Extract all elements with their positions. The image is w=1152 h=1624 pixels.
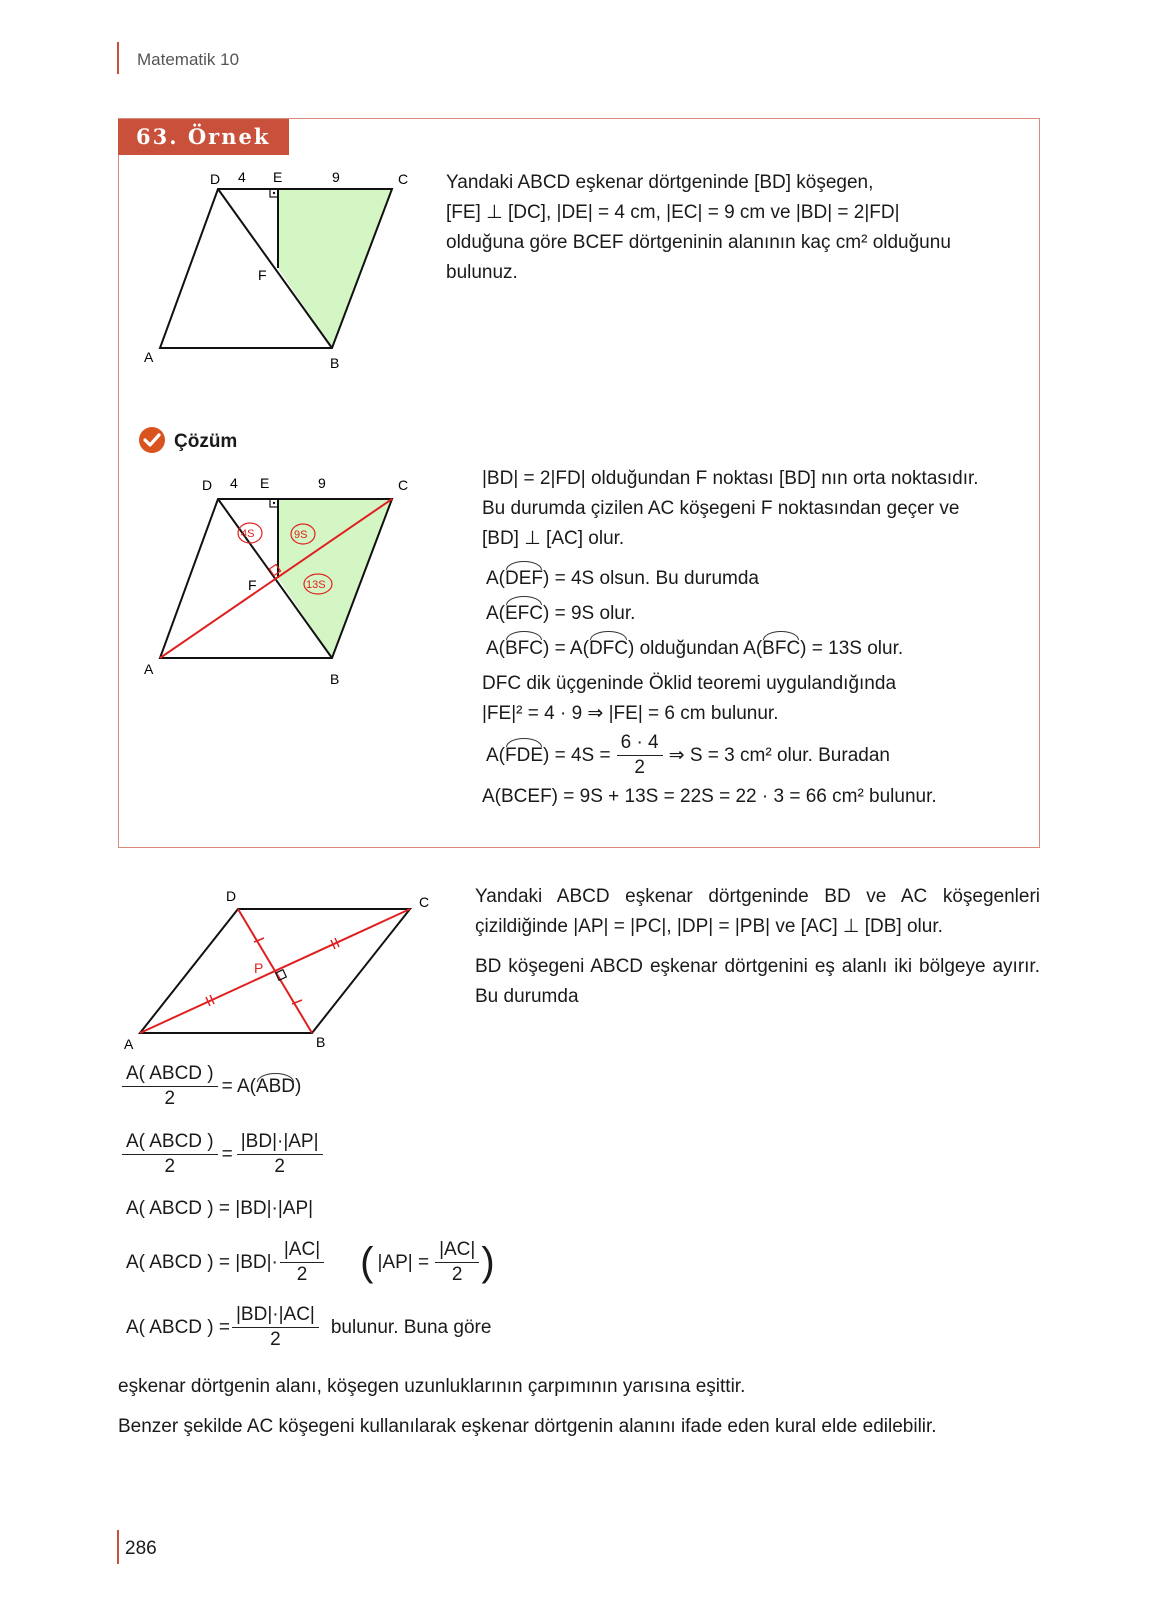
area-fde: A( FDE ) = 4S = $\frac{6 \cdot 4}{2}$ ⇒ S = 3 cm² olur. Buradan — [486, 732, 890, 778]
math-line-2: $\frac{\text{A( ABCD )}}{2}$ = $\frac{|BD|\cdot|AP|}{2}$ — [122, 1130, 323, 1179]
label-d: D — [226, 888, 237, 904]
label-b: B — [316, 1034, 326, 1050]
solution-line: [BD] ⊥ [AC] olur. — [482, 528, 625, 549]
figure-rhombus-diagonals — [120, 885, 435, 1050]
region-label-13s: 13S — [306, 579, 326, 591]
conclusion-line: eşkenar dörtgenin alanı, köşegen uzunluklarının çarpımının yarısına eşittir. — [118, 1376, 746, 1397]
question-text — [446, 168, 1026, 288]
label-de: 4 — [230, 478, 238, 491]
diagonal-bd — [238, 909, 312, 1033]
shaded-region-bcef — [278, 189, 392, 348]
example-tag: 63. Örnek — [118, 119, 289, 155]
shaded-region-bcef — [278, 499, 392, 658]
label-b: B — [330, 671, 340, 687]
label-f: F — [258, 267, 267, 283]
rhombus-paragraph-1: Yandaki ABCD eşkenar dörtgeninde BD ve AC köşegenleri çizildiğinde |AP| = |PC|, |DP| = |PB| ve [AC] ⊥ [DB] olur. — [475, 886, 1040, 937]
label-c: C — [398, 171, 409, 187]
math-line-1: $\frac{\text{A( ABCD )}}{2}$ = A( ABD ) — [122, 1062, 301, 1111]
label-e: E — [260, 478, 270, 491]
label-c: C — [398, 478, 409, 493]
conclusion-line: Benzer şekilde AC köşegeni kullanılarak eşkenar dörtgenin alanını ifade eden kural elde edilebilir. — [118, 1416, 937, 1437]
fraction: $\frac{6 \cdot 4}{2}$ — [617, 731, 663, 780]
solution-label: Çözüm — [174, 431, 238, 452]
label-p: P — [254, 960, 264, 976]
label-e: E — [273, 169, 283, 185]
label-ec: 9 — [332, 169, 340, 185]
label-f: F — [248, 577, 257, 593]
label-d: D — [210, 171, 221, 187]
question-line: bulunuz. — [446, 262, 518, 283]
label-a: A — [124, 1036, 134, 1050]
figure-rhombus-question — [140, 168, 420, 378]
solution-text — [482, 464, 1042, 812]
page-number: 286 — [125, 1538, 157, 1559]
page-number-bar — [117, 1530, 119, 1564]
question-line: Yandaki ABCD eşkenar dörtgeninde [BD] köşegen, — [446, 172, 874, 193]
solution-line: |BD| = 2|FD| olduğundan F noktası [BD] nın orta noktasıdır. — [482, 468, 979, 489]
question-line: [FE] ⊥ [DC], |DE| = 4 cm, |EC| = 9 cm ve |BD| = 2|FD| — [446, 202, 900, 223]
label-a: A — [144, 349, 154, 365]
rhombus-paragraph-2: BD köşegeni ABCD eşkenar dörtgenini eş alanlı iki bölgeye ayırır. Bu durumda — [475, 956, 1040, 1007]
solution-result: A(BCEF) = 9S + 13S = 22S = 22 · 3 = 66 cm² bulunur. — [482, 786, 937, 807]
math-line-4: A( ABCD ) = |BD|· $\frac{|AC|}{2}$ ( |AP| = $\frac{|AC|}{2}$ ) — [126, 1239, 495, 1285]
area-def: A(DEF) = 4S olsun. Bu durumda — [482, 564, 1042, 594]
solution-line: DFC dik üçgeninde Öklid teoremi uygulandığında — [482, 673, 897, 694]
question-line: olduğuna göre BCEF dörtgeninin alanının kaç cm² olduğunu — [446, 232, 951, 253]
math-line-3: A( ABCD ) = |BD|·|AP| — [126, 1198, 314, 1219]
book-title: Matematik 10 — [137, 50, 240, 69]
area-bfc: A(BFC) = A(DFC) olduğundan A(BFC) = 13S olur. — [482, 634, 1042, 664]
area-efc: A(EFC) = 9S olur. — [482, 599, 1042, 629]
region-label-4s: 4S — [241, 528, 255, 540]
label-a: A — [144, 661, 154, 677]
region-label-9s: 9S — [294, 529, 308, 541]
label-de: 4 — [238, 169, 246, 185]
label-d: D — [202, 478, 213, 493]
solution-line: Bu durumda çizilen AC köşegeni F noktasından geçer ve — [482, 498, 960, 519]
label-b: B — [330, 355, 340, 371]
label-ec: 9 — [318, 478, 326, 491]
solution-line: |FE|² = 4 · 9 ⇒ |FE| = 6 cm bulunur. — [482, 703, 779, 724]
check-circle-icon — [138, 426, 166, 454]
header-accent-bar — [117, 42, 119, 74]
label-c: C — [419, 894, 430, 910]
math-line-5: A( ABCD ) = $\frac{|BD|\cdot|AC|}{2}$ bulunur. Buna göre — [126, 1304, 492, 1350]
figure-rhombus-solution — [140, 478, 430, 693]
